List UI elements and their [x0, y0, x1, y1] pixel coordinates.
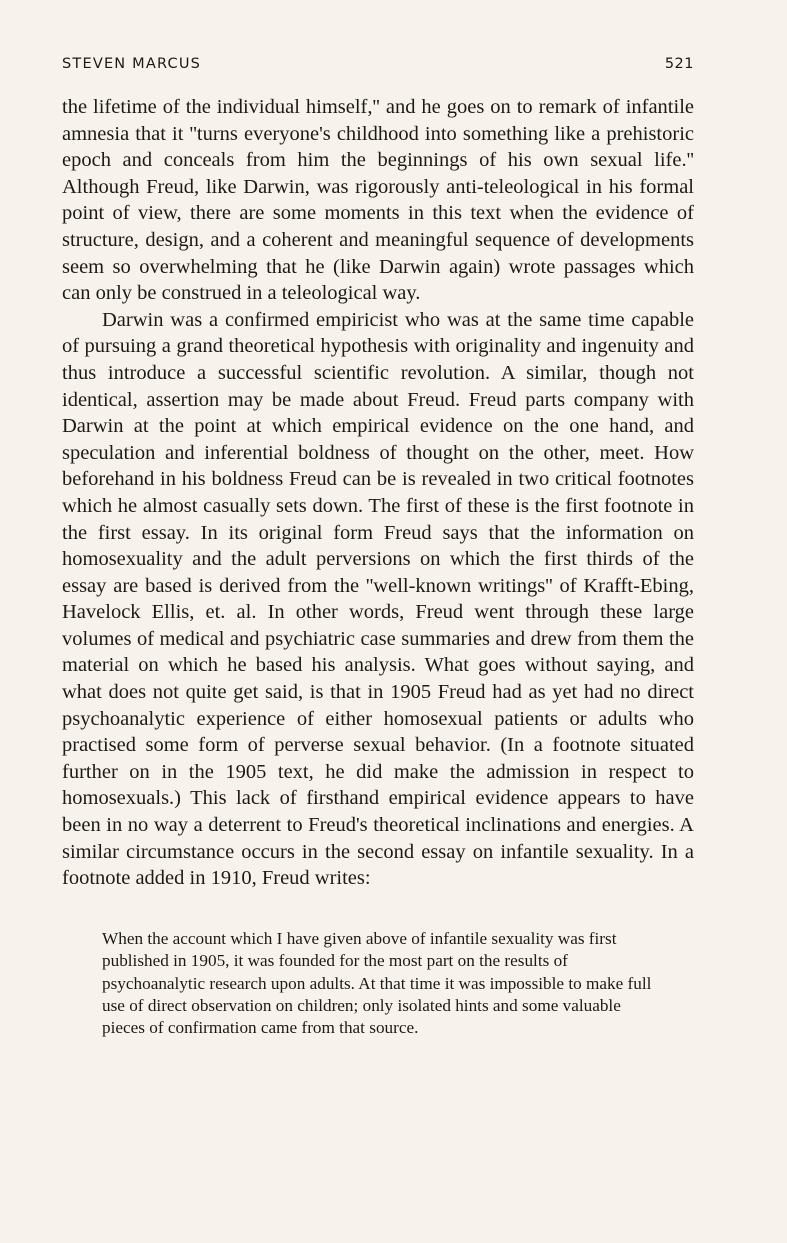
- running-header: [62, 56, 694, 72]
- book-page: [62, 56, 694, 1040]
- block-quote: When the account which I have given above of infantile sexuality was first published in 1905, it was founded for the most part on the results of psychoanalytic research upon adults. At that time it was impossible to make full use of direct observation on children; only isolated hints and some valuable pieces of confirmation came from that source.: [102, 928, 652, 1038]
- paragraph-1: the lifetime of the individual himself,'' and he goes on to remark of infantile amnesia that it ''turns everyone's childhood into something like a prehistoric epoch and conceals from him the beginnings of his own sexual life.'' Although Freud, like Darwin, was rigorously anti-teleological in his formal point of view, there are some moments in this text when the evidence of structure, design, and a coherent and meaningful sequence of developments seem so overwhelming that he (like Darwin again) wrote passages which can only be construed in a teleological way.: [62, 96, 694, 305]
- page-number: 521: [664, 56, 694, 72]
- body-text: [62, 94, 694, 892]
- paragraph-2: Darwin was a confirmed empiricist who was at the same time capable of pursuing a grand theoretical hypothesis with originality and ingenuity and thus introduce a successful scientific revolution. A similar, though not identical, assertion may be made about Freud. Freud parts company with Darwin at the point at which empirical evidence on the one hand, and speculation and inferential boldness of thought on the other, meet. How beforehand in his boldness Freud can be is revealed in two critical footnotes which he almost casually sets down. The first of these is the first footnote in the first essay. In its original form Freud says that the information on homosexuality and the adult perversions on which the first thirds of the essay are based is derived from the ''well-known writings'' of Krafft-Ebing, Havelock Ellis, et. al. In other words, Freud went through these large volumes of medical and psychiatric case summaries and drew from them the material on which he based his analysis. What goes without saying, and what does not quite get said, is that in 1905 Freud had as yet had no direct psychoanalytic experience of either homosexual patients or adults who practised some form of perverse sexual behavior. (In a footnote situated further on in the 1905 text, he did make the admission in respect to homosexuals.) This lack of firsthand empirical evidence appears to have been in no way a deterrent to Freud's theoretical inclinations and energies. A similar circumstance occurs in the second essay on infantile sexuality. In a footnote added in 1910, Freud writes:: [62, 308, 694, 890]
- running-head-author: STEVEN MARCUS: [62, 56, 202, 72]
